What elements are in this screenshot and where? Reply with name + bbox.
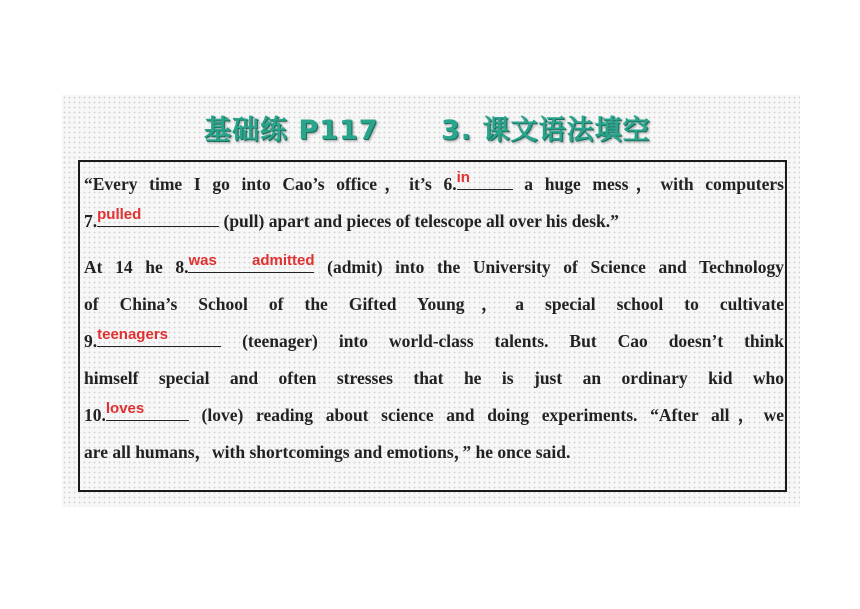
text-segment: 10.: [84, 405, 106, 425]
passage-line: [84, 323, 784, 360]
answer-text-9: teenagers: [97, 326, 168, 343]
text-segment: (teenager) into world-class talents. But Cao doesn’t think: [221, 331, 784, 351]
answer-blank-6[interactable]: [456, 169, 513, 190]
answer-text-10: loves: [105, 400, 145, 417]
answer-blank-10[interactable]: [105, 400, 189, 421]
text-segment: 7.: [84, 211, 98, 231]
text-segment: (love) reading about science and doing experiments. “After all，we: [188, 405, 784, 425]
text-segment: a huge mess，with computers: [512, 174, 784, 194]
answer-text-7: pulled: [97, 206, 142, 223]
exercise-page-title: 基础练 P117: [204, 115, 379, 146]
text-segment: (admit) into the University of Science and Technology: [314, 257, 784, 277]
text-segment: At 14 he 8.: [84, 257, 189, 277]
text-segment: “Every time I go into Cao’s office，it’s 6.: [84, 174, 457, 194]
passage-paragraph-1: [84, 166, 784, 240]
answer-blank-7[interactable]: [97, 206, 219, 227]
answer-blank-8[interactable]: [188, 252, 315, 273]
passage-line: are all humans，with shortcomings and emotions，” he once said.: [84, 442, 571, 462]
passage-line: of China’s School of the Gifted Young，a special school to cultivate: [84, 294, 784, 314]
text-segment: 9.: [84, 331, 98, 351]
exercise-section-title: 3. 课文语法填空: [441, 115, 651, 146]
text-segment: (pull) apart and pieces of telescope all over his desk.”: [219, 211, 619, 231]
answer-text-6: in: [456, 169, 470, 186]
answer-blank-9[interactable]: [97, 326, 221, 347]
passage-line: [84, 203, 784, 240]
passage-line: [84, 397, 784, 434]
answer-text-8: was admitted: [188, 252, 315, 269]
passage-line: [84, 166, 784, 203]
passage-line: himself special and often stresses that he is just an ordinary kid who: [84, 368, 784, 388]
passage-paragraph-2: [84, 249, 784, 471]
passage-line: [84, 249, 784, 286]
